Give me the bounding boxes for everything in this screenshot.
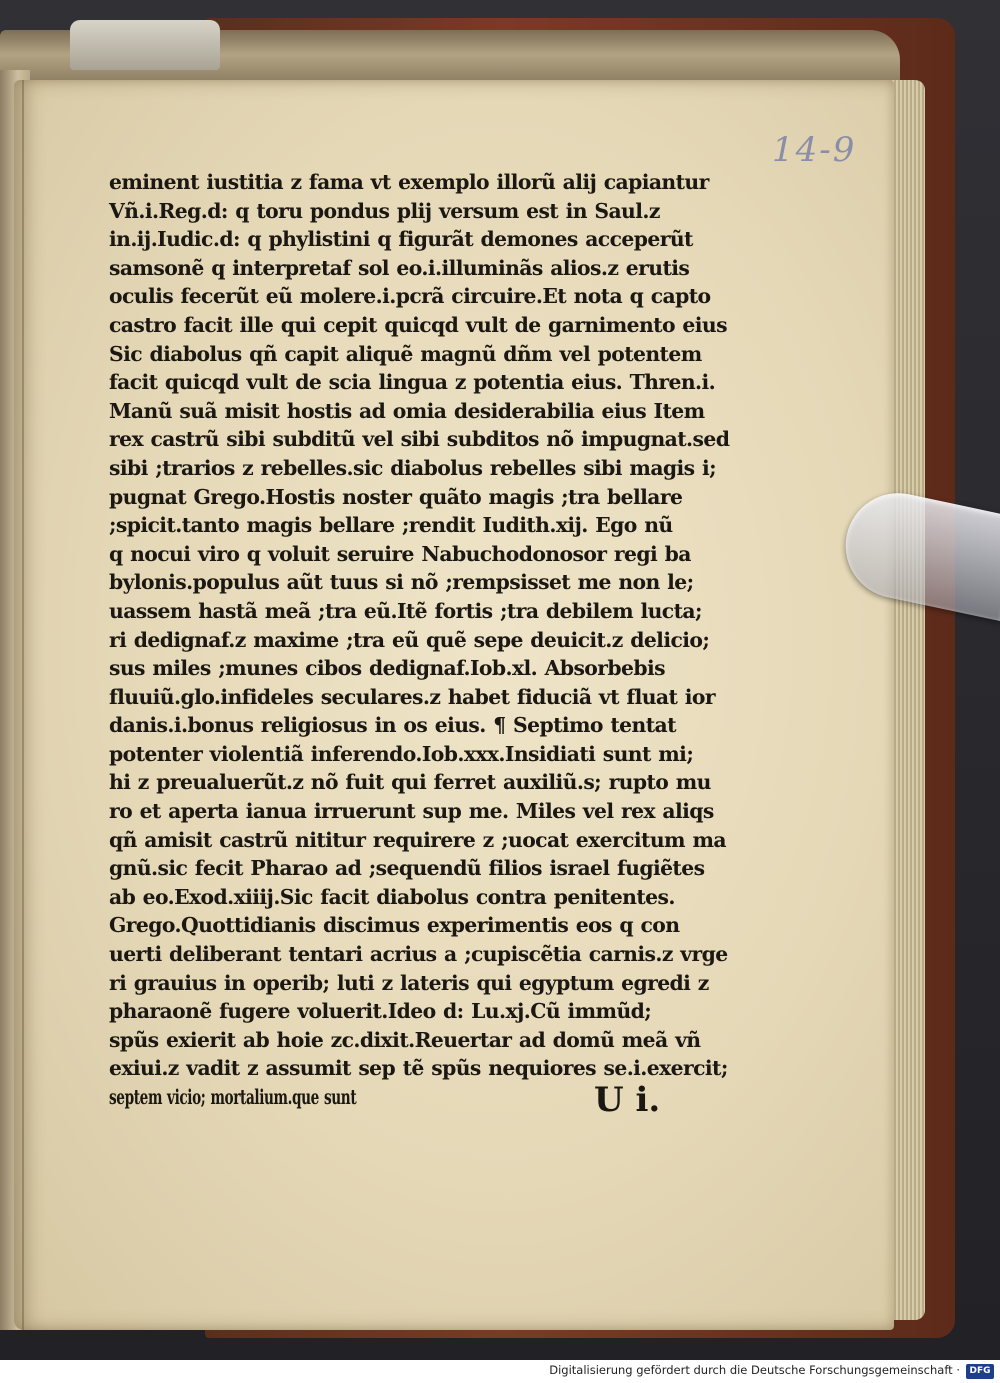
book-page	[14, 80, 894, 1330]
text-line: septem vicio; mortalium.que sunt	[109, 1085, 357, 1109]
text-line: uerti deliberant tentari acrius a ;cupiscẽtia carnis.z vrge	[109, 942, 728, 967]
text-line: Vñ.i.Reg.d: q toru pondus plij versum est in Saul.z	[109, 198, 660, 223]
text-line: ri dedignaf.z maxime ;tra eũ quẽ sepe deuicit.z delicio;	[109, 627, 710, 652]
text-line: pugnat Grego.Hostis noster quãto magis ;tra bellare	[109, 484, 683, 509]
text-line: q nocui viro q voluit seruire Nabuchodonosor regi ba	[109, 541, 691, 566]
text-line: in.ij.Iudic.d: q phylistini q figurãt demones acceperũt	[109, 227, 693, 252]
text-line: spũs exierit ab hoie zc.dixit.Reuertar ad domũ meã vñ	[109, 1027, 701, 1052]
text-line: Sic diabolus qñ capit aliquẽ magnũ dñm vel potentem	[109, 341, 702, 366]
folio-number: 14-9	[772, 130, 857, 170]
text-line: fluuiũ.glo.infideles seculares.z habet fiduciã vt fluat ior	[109, 684, 715, 709]
spine-label	[70, 20, 220, 70]
text-line: Manũ suã misit hostis ad omia desiderabilia eius Item	[109, 398, 705, 423]
text-line: gnũ.sic fecit Pharao ad ;sequendũ filios israel fugiẽtes	[109, 856, 705, 881]
text-line: rex castrũ sibi subditũ vel sibi subditos nõ impugnat.sed	[109, 427, 730, 452]
text-line: uassem hastã meã ;tra eũ.Itẽ fortis ;tra debilem lucta;	[109, 598, 702, 623]
text-line: qñ amisit castrũ nititur requirere z ;uocat exercitum ma	[109, 827, 726, 852]
text-line: sibi ;trarios z rebelles.sic diabolus rebelles sibi magis i;	[109, 455, 717, 480]
gutter-line	[22, 80, 24, 1330]
text-line: eminent iustitia z fama vt exemplo illorũ alij capiantur	[109, 170, 709, 194]
text-line: facit quicqd vult de scia lingua z potentia eius. Thren.i.	[109, 370, 716, 395]
footer-credit: Digitalisierung gefördert durch die Deutsche Forschungsgemeinschaft ·	[549, 1363, 960, 1377]
text-line: ro et aperta ianua irruerunt sup me. Miles vel rex aliqs	[109, 799, 714, 824]
text-line: ab eo.Exod.xiiij.Sic facit diabolus contra penitentes.	[109, 884, 675, 909]
dfg-logo: DFG	[966, 1364, 994, 1379]
text-line: oculis fecerũt eũ molere.i.pcrã circuire.Et nota q capto	[109, 284, 711, 309]
text-line: castro facit ille qui cepit quicqd vult de garnimento eius	[109, 312, 727, 337]
text-line: ri grauius in operib; luti z lateris qui egyptum egredi z	[109, 970, 709, 995]
text-line: exiui.z vadit z assumit sep tẽ spũs nequiores se.i.exercit;	[109, 1056, 728, 1081]
text-line: ;spicit.tanto magis bellare ;rendit Iudith.xij. Ego nũ	[109, 513, 673, 538]
text-block	[109, 168, 739, 1112]
text-line: sus miles ;munes cibos dedignaf.Iob.xl. Absorbebis	[109, 656, 665, 681]
text-line: samsonẽ q interpretaf sol eo.i.illuminãs alios.z erutis	[109, 255, 690, 280]
text-line: bylonis.populus aũt tuus si nõ ;rempsisset me non le;	[109, 570, 694, 595]
signature-mark: U i.	[594, 1080, 661, 1120]
text-line: pharaonẽ fugere voluerit.Ideo d: Lu.xj.Cũ immũd;	[109, 999, 652, 1024]
text-line: danis.i.bonus religiosus in os eius. ¶ Septimo tentat	[109, 713, 676, 738]
text-line: Grego.Quottidianis discimus experimentis eos q con	[109, 913, 680, 938]
text-line: hi z preualuerũt.z nõ fuit qui ferret auxiliũ.s; rupto mu	[109, 770, 711, 795]
text-line: potenter violentiã inferendo.Iob.xxx.Insidiati sunt mi;	[109, 741, 694, 766]
